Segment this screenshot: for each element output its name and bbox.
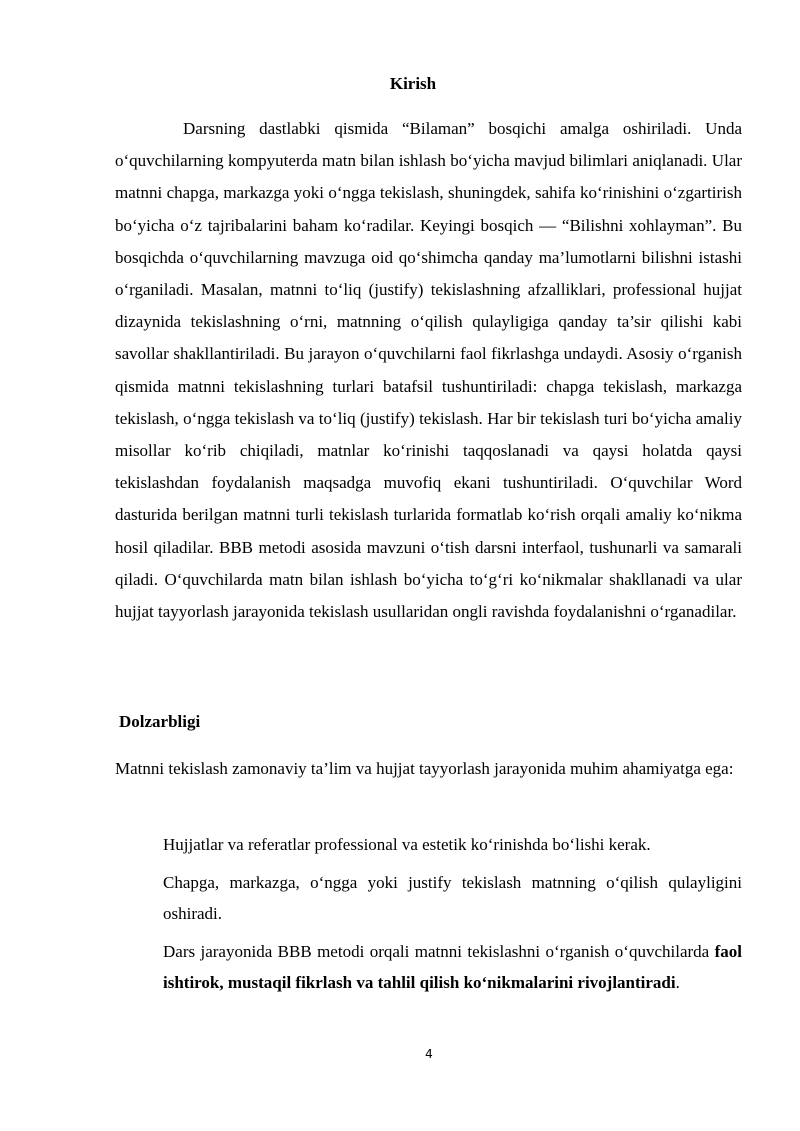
list-item-text: Dars jarayonida BBB metodi orqali matnni tekislashni o‘rganish o‘quvchilarda [163, 942, 715, 961]
list-item: Hujjatlar va referatlar professional va estetik ko‘rinishda bo‘lishi kerak. [163, 835, 651, 854]
list-item [163, 936, 742, 998]
list-item-end: . [675, 973, 680, 992]
section-heading: Dolzarbligi [119, 712, 201, 731]
list-item-bold-text: faol ishtirok, mustaqil fikrlash va tahlil qilish ko‘nikmalarini rivojlantiradi [163, 942, 742, 992]
section-intro: Matnni tekislash zamonaviy ta’lim va hujjat tayyorlash jarayonida muhim ahamiyatga ega: [115, 759, 734, 778]
relevance-list [163, 829, 742, 1005]
page-number: 4 [425, 1047, 433, 1061]
list-item: Chapga, markazga, o‘ngga yoki justify tekislash matnning o‘qilish qulayligini oshiradi. [163, 873, 742, 923]
page-title: Kirish [389, 74, 437, 93]
intro-paragraph: Darsning dastlabki qismida “Bilaman” bosqichi amalga oshiriladi. Unda o‘quvchilarning kompyuterda matn bilan ishlash bo‘yicha mavjud bilimlari aniqlanadi. Ular matnni chapga, markazga yoki o‘ngga tekislash, shuningdek, sahifa ko‘rinishini o‘zgartirish bo‘yicha o‘z tajribalarini baham ko‘radilar. Keyingi bosqich — “Bilishni xohlayman”. Bu bosqichda o‘quvchilarning mavzuga oid qo‘shimcha qanday ma’lumotlarni bilishni istashi o‘rganiladi. Masalan, matnni to‘liq (justify) tekislashning afzalliklari, professional hujjat dizaynida tekislashning o‘rni, matnning o‘qilish qulayligiga qanday ta’sir qilishi kabi savollar shakllantiriladi. Bu jarayon o‘quvchilarni faol fikrlashga undaydi. Asosiy o‘rganish qismida matnni tekislashning turlari batafsil tushuntiriladi: chapga tekislash, markazga tekislash, o‘ngga tekislash va to‘liq (justify) tekislash. Har bir tekislash turi bo‘yicha amaliy misollar ko‘rib chiqiladi, matnlar ko‘rinishi taqqoslanadi va qaysi holatda qaysi tekislashdan foydalanish maqsadga muvofiq ekani tushuntiriladi. O‘quvchilar Word dasturida berilgan matnni turli tekislash turlarida formatlab ko‘rish orqali amaliy ko‘nikma hosil qiladilar. BBB metodi asosida mavzuni o‘tish darsni interfaol, tushunarli va samarali qiladi. O‘quvchilarda matn bilan ishlash bo‘yicha to‘g‘ri ko‘nikmalar shakllanadi va ular hujjat tayyorlash jarayonida tekislash usullaridan ongli ravishda foydalanishni o‘rganadilar. [115, 119, 742, 622]
